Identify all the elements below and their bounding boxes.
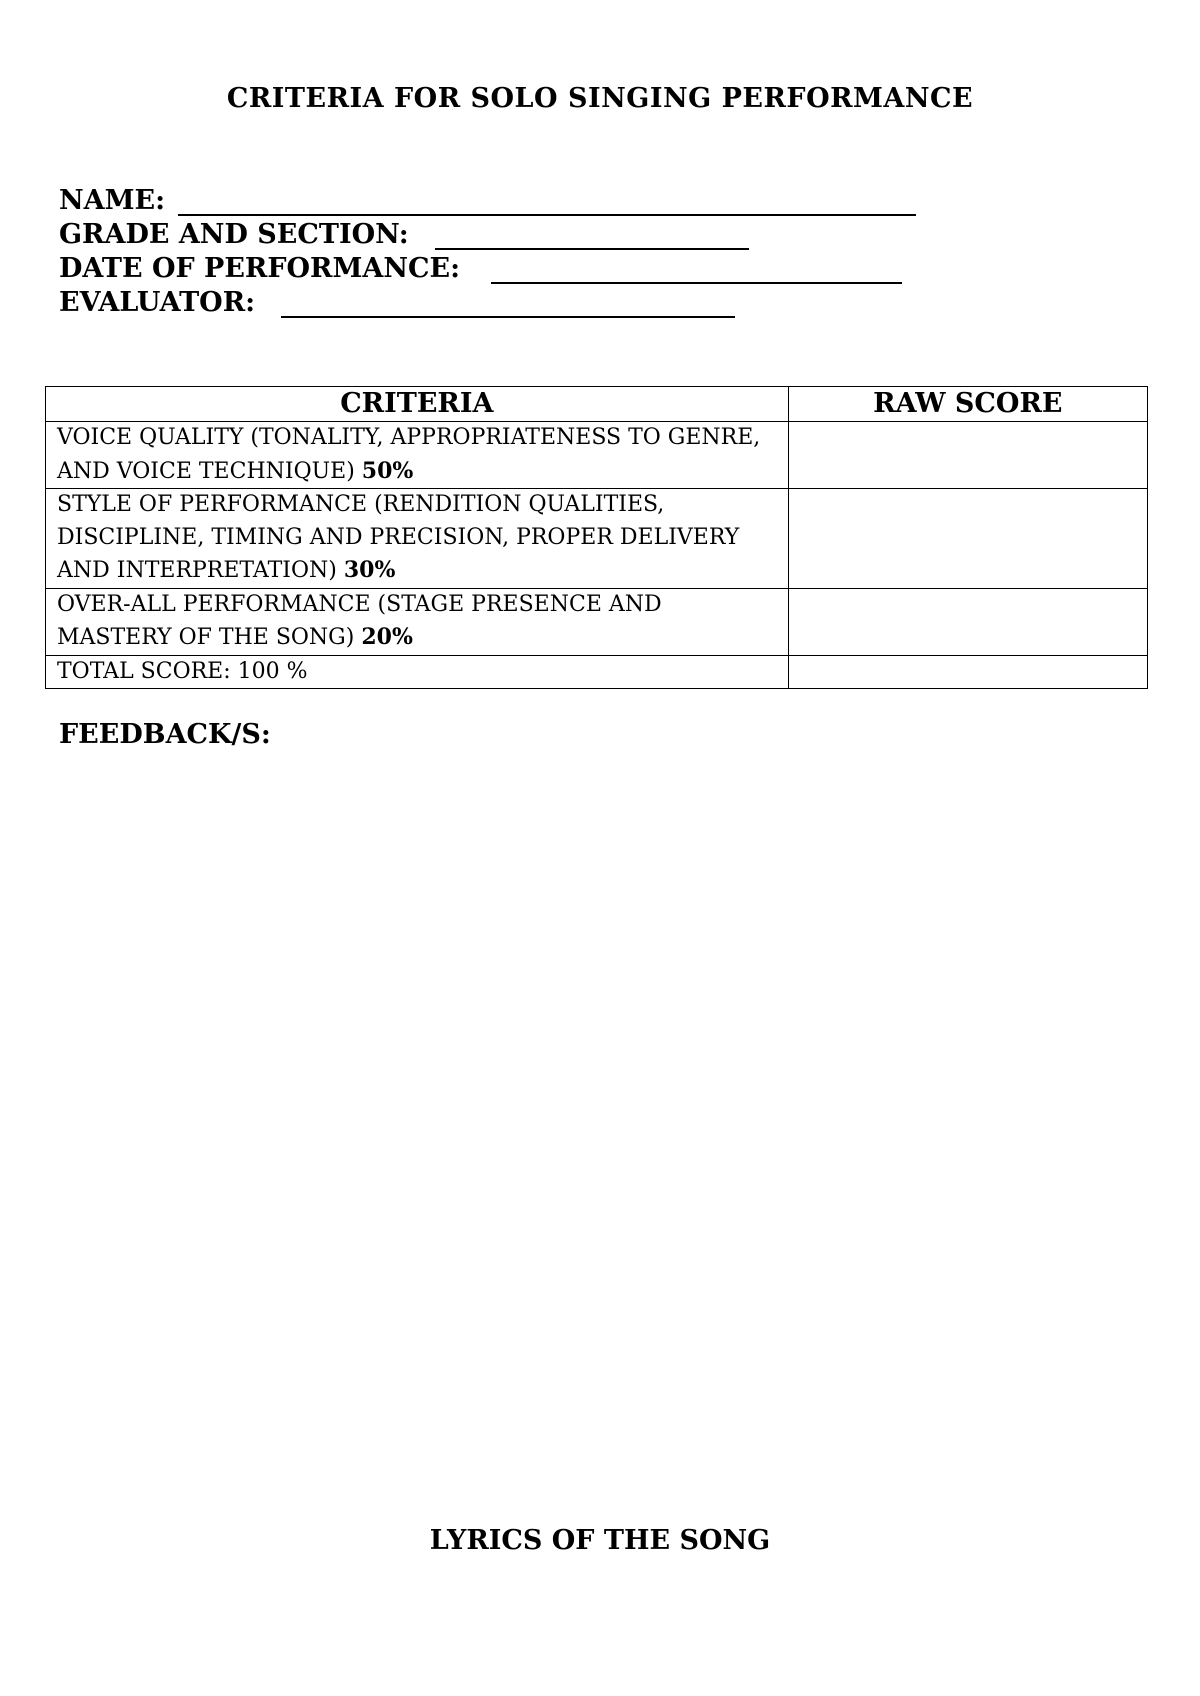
table-header-row bbox=[46, 387, 1148, 422]
evaluator-blank-line[interactable] bbox=[281, 316, 735, 318]
evaluator-field bbox=[59, 286, 255, 320]
raw-score-header: RAW SCORE bbox=[788, 387, 1147, 422]
criteria-weight: 50% bbox=[361, 457, 414, 484]
grade-section-label: GRADE AND SECTION: bbox=[59, 219, 409, 250]
criteria-weight: 20% bbox=[361, 624, 413, 650]
criteria-text: VOICE QUALITY (TONALITY, APPROPRIATENESS TO GENRE, AND VOICE TECHNIQUE) bbox=[57, 425, 761, 484]
table-row bbox=[46, 588, 1148, 655]
name-field bbox=[59, 184, 165, 218]
name-label: NAME: bbox=[59, 185, 166, 216]
raw-score-cell[interactable] bbox=[788, 588, 1147, 655]
criteria-weight: 30% bbox=[343, 557, 396, 583]
table-row bbox=[46, 655, 1148, 689]
grade-section-field bbox=[59, 218, 409, 252]
total-score-label: TOTAL SCORE: 100 % bbox=[57, 658, 308, 684]
date-field bbox=[59, 252, 460, 286]
criteria-text: OVER-ALL PERFORMANCE (STAGE PRESENCE AND MASTERY OF THE SONG) bbox=[57, 591, 662, 650]
date-label: DATE OF PERFORMANCE: bbox=[59, 253, 461, 284]
criteria-cell bbox=[46, 422, 789, 489]
criteria-table bbox=[45, 386, 1148, 689]
raw-score-cell[interactable] bbox=[788, 489, 1147, 589]
date-blank-line[interactable] bbox=[491, 282, 902, 284]
name-blank-line[interactable] bbox=[178, 214, 916, 216]
table-row bbox=[46, 422, 1148, 489]
lyrics-title: LYRICS OF THE SONG bbox=[429, 1525, 771, 1556]
criteria-cell bbox=[46, 588, 789, 655]
criteria-text: STYLE OF PERFORMANCE (RENDITION QUALITIES, DISCIPLINE, TIMING AND PRECISION, PROPER DELIVERY AND INTERPRETATION) bbox=[57, 492, 740, 583]
evaluator-label: EVALUATOR: bbox=[59, 287, 256, 318]
table-row bbox=[46, 489, 1148, 589]
raw-score-cell[interactable] bbox=[788, 422, 1147, 489]
feedback-label: FEEDBACK/S: bbox=[59, 719, 271, 750]
criteria-cell bbox=[46, 489, 789, 589]
page-title: CRITERIA FOR SOLO SINGING PERFORMANCE bbox=[226, 83, 974, 114]
criteria-header: CRITERIA bbox=[46, 387, 789, 422]
total-score-cell bbox=[46, 655, 789, 689]
grade-section-blank-line[interactable] bbox=[435, 248, 749, 250]
total-raw-score-cell[interactable] bbox=[788, 655, 1147, 689]
